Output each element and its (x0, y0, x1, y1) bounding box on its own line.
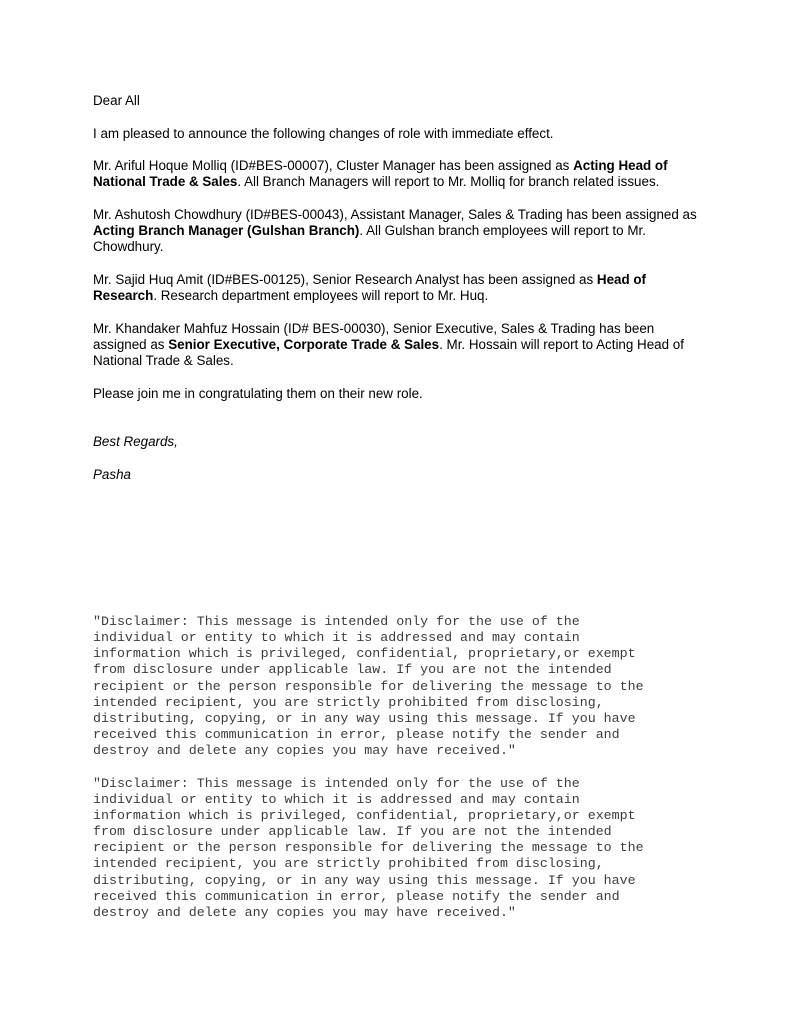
announcement-paragraph (93, 207, 703, 256)
announcement-paragraph (93, 272, 703, 304)
announcement-role: Head of Research (93, 271, 647, 304)
greeting: Dear All (93, 93, 140, 108)
disclaimer-text: "Disclaimer: This message is intended only for the use of the individual or entity to which it is addressed and may contain information which is privileged, confidential, proprietary,or exempt from disclosure under applicable law. If you are not the intended recipient or the person responsible for delivering the message to the intended recipient, you are strictly prohibited from disclosing, distributing, copying, or in any way using this message. If you have received this communication in error, please notify the sender and destroy and delete any copies you may have received." (93, 614, 644, 759)
announcement-role: Senior Executive, Corporate Trade & Sales (168, 336, 440, 352)
spacer (93, 418, 703, 434)
closing-line: Please join me in congratulating them on their new role. (93, 385, 423, 401)
announcement-paragraph (93, 321, 703, 370)
announcement-text: . Research department employees will report to Mr. Huq. (153, 288, 489, 304)
announcement-text: . Mr. Hossain will report to Acting Head of National Trade & Sales. (93, 336, 684, 369)
announcement-text: . All Gulshan branch employees will report to Mr. Chowdhury. (93, 223, 646, 255)
sign-off: Best Regards, (93, 434, 178, 450)
announcement-text: Mr. Sajid Huq Amit (ID#BES-00125), Senior Research Analyst has been assigned as (93, 271, 597, 287)
announcement-role: Acting Branch Manager (Gulshan Branch) (93, 223, 360, 239)
disclaimer-section (93, 614, 713, 937)
announcement-role: Acting Head of National Trade & Sales (93, 158, 668, 190)
announcement-text: Mr. Ariful Hoque Molliq (ID#BES-00007), Cluster Manager has been assigned as (93, 158, 574, 174)
email-body (93, 93, 703, 500)
intro-paragraph: I am pleased to announce the following changes of role with immediate effect. (93, 125, 554, 141)
sender-name: Pasha (93, 466, 131, 482)
announcement-paragraph (93, 158, 703, 190)
announcement-text: Mr. Ashutosh Chowdhury (ID#BES-00043), Assistant Manager, Sales & Trading has been assigned as (93, 206, 697, 222)
announcement-text: Mr. Khandaker Mahfuz Hossain (ID# BES-00030), Senior Executive, Sales & Trading has been assigned as (93, 320, 655, 352)
disclaimer-text: "Disclaimer: This message is intended only for the use of the individual or entity to which it is addressed and may contain information which is privileged, confidential, proprietary,or exempt from disclosure under applicable law. If you are not the intended recipient or the person responsible for delivering the message to the intended recipient, you are strictly prohibited from disclosing, distributing, copying, or in any way using this message. If you have received this communication in error, please notify the sender and destroy and delete any copies you may have received." (93, 775, 644, 920)
announcement-text: . All Branch Managers will report to Mr. Molliq for branch related issues. (237, 174, 660, 190)
